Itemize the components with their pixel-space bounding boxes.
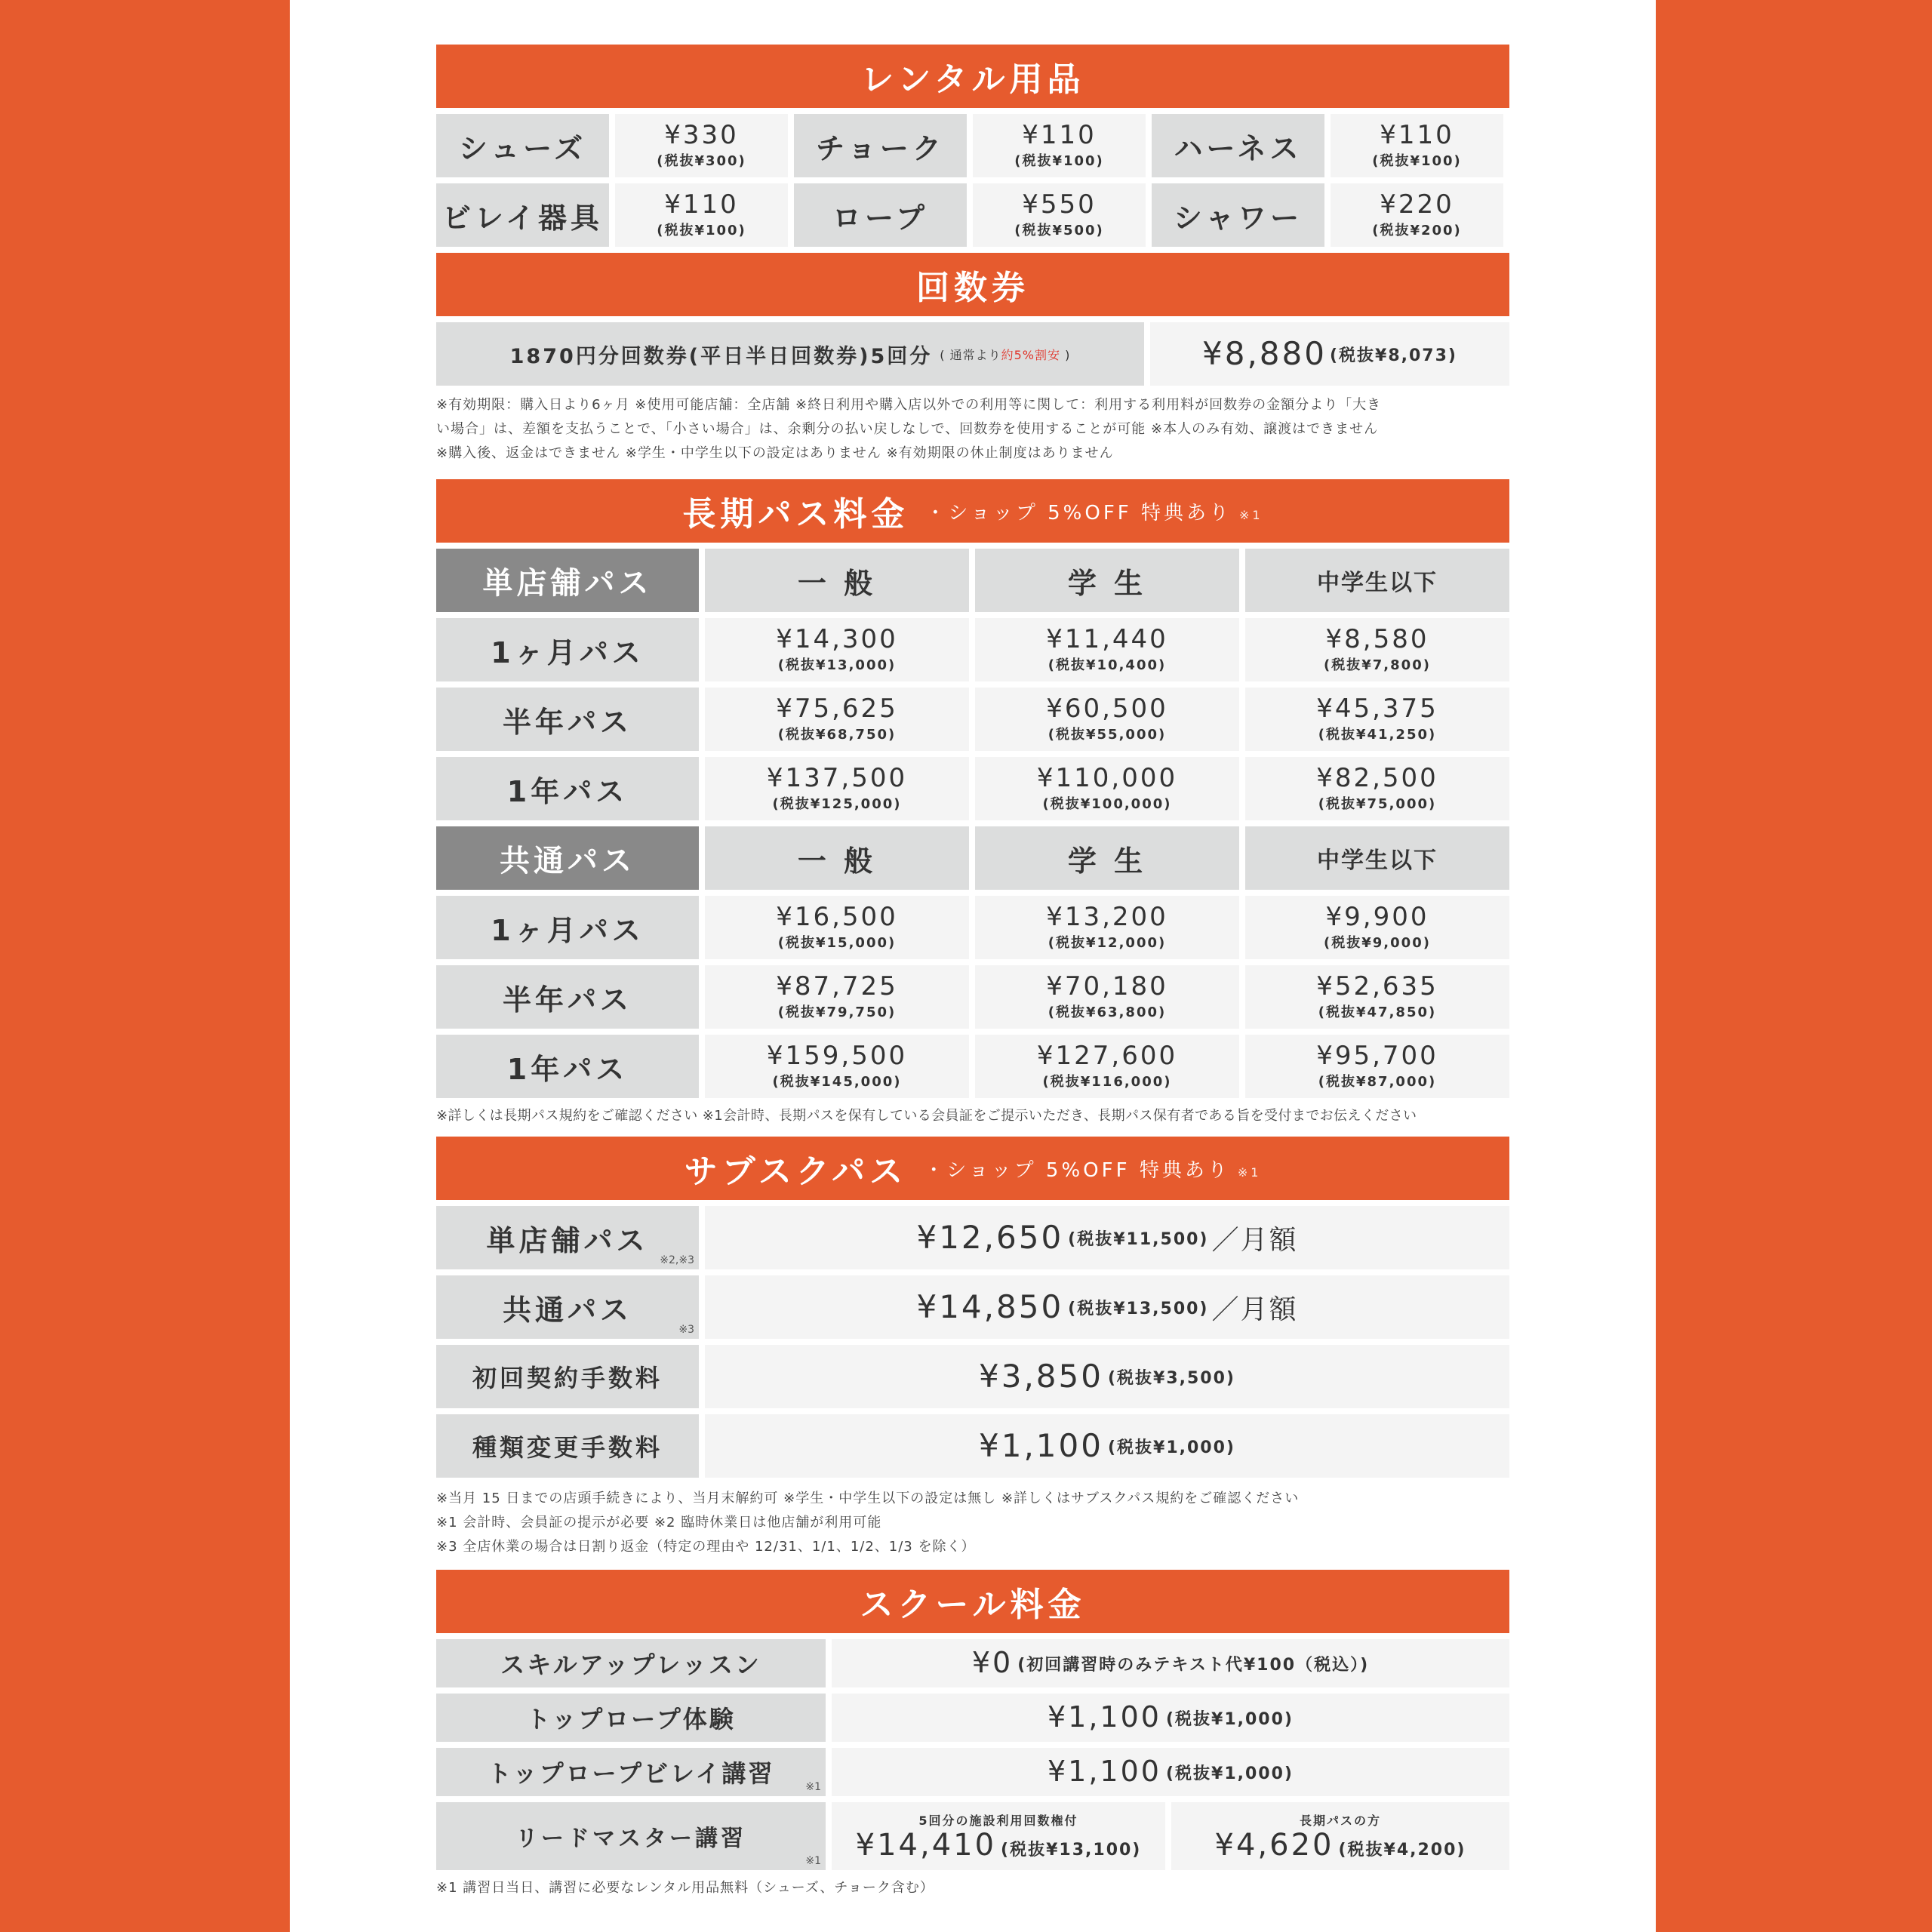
rental-item-price xyxy=(615,183,788,247)
longpass-price-cell xyxy=(1245,965,1509,1029)
school-price xyxy=(832,1694,1509,1742)
rental-section xyxy=(436,45,1509,247)
price-value: ¥330 xyxy=(664,120,739,151)
longpass-column-header: 一 般 xyxy=(705,549,969,612)
subscription-row-label-text: 種類変更手数料 xyxy=(472,1433,663,1462)
rental-item-label: シューズ xyxy=(436,114,609,177)
price-sheet xyxy=(290,0,1656,1932)
discount-pre: 通常より xyxy=(949,347,1001,362)
lead-master-price-b xyxy=(1171,1802,1509,1870)
school-price xyxy=(832,1639,1509,1687)
longpass-price-cell xyxy=(975,757,1239,820)
lead-caption-a: 5回分の施設利用回数権付 xyxy=(918,1813,1078,1828)
price-tax: (税抜¥1,000) xyxy=(1107,1438,1235,1457)
longpass-price-cell xyxy=(1245,757,1509,820)
price-value: ¥16,500 xyxy=(776,902,898,933)
price-value: ¥87,725 xyxy=(776,971,898,1002)
longpass-column-header: 学 生 xyxy=(975,826,1239,890)
price-suffix: ／月額 xyxy=(1211,1224,1298,1256)
rental-item-label: ビレイ器具 xyxy=(436,183,609,247)
subscription-row-label xyxy=(436,1414,699,1478)
price-tax: (税抜¥41,250) xyxy=(1318,726,1437,743)
longpass-title-bar xyxy=(436,479,1509,543)
longpass-row xyxy=(436,688,1509,751)
price-tax: (税抜¥47,850) xyxy=(1318,1004,1437,1020)
price-value: ¥60,500 xyxy=(1046,694,1168,724)
school-row-label-text: トップロープ体験 xyxy=(526,1705,736,1734)
coupon-price xyxy=(1150,322,1509,386)
price-value: ¥45,375 xyxy=(1316,694,1438,724)
longpass-price-cell xyxy=(705,896,969,959)
price-tax: (税抜¥145,000) xyxy=(772,1073,902,1090)
price-value: ¥0 xyxy=(971,1646,1014,1680)
longpass-group-name: 共通パス xyxy=(436,826,699,890)
price-value: ¥9,900 xyxy=(1325,902,1429,933)
longpass-row-label: 半年パス xyxy=(436,688,699,751)
price-tax: (税抜¥100) xyxy=(1372,152,1462,169)
rental-item-label: ロープ xyxy=(794,183,967,247)
footnote-mark: ※2,※3 xyxy=(660,1254,694,1266)
price-value: ¥110,000 xyxy=(1036,763,1178,794)
subscription-title-bar xyxy=(436,1137,1509,1200)
subscription-row-label-text: 初回契約手数料 xyxy=(472,1364,663,1392)
subscription-title: サブスクパス xyxy=(684,1152,908,1191)
school-row-label xyxy=(436,1694,826,1742)
price-tax: (税抜¥1,000) xyxy=(1165,1709,1294,1729)
coupon-section xyxy=(436,253,1509,466)
price-tax: (税抜¥13,000) xyxy=(777,657,897,673)
coupon-desc-text: 1870円分回数券(平日半日回数券)5回分 xyxy=(509,344,933,368)
longpass-price-cell xyxy=(705,688,969,751)
longpass-column-header: 中学生以下 xyxy=(1245,826,1509,890)
longpass-row-label: 1ヶ月パス xyxy=(436,896,699,959)
longpass-row-label: 1ヶ月パス xyxy=(436,618,699,681)
price-value: ¥159,500 xyxy=(766,1041,908,1072)
school-row-label-text: スキルアップレッスン xyxy=(500,1651,761,1679)
price-value: ¥82,500 xyxy=(1316,763,1438,794)
lead-tax-a: (税抜¥13,100) xyxy=(1001,1840,1142,1860)
lead-master-price-a xyxy=(832,1802,1165,1870)
lead-master-label-text: リードマスター講習 xyxy=(515,1826,746,1852)
price-value: ¥1,100 xyxy=(1048,1755,1161,1789)
footnote-mark: ※1 xyxy=(805,1781,821,1793)
price-value: ¥1,100 xyxy=(979,1426,1103,1464)
longpass-row xyxy=(436,896,1509,959)
price-tax: (税抜¥9,000) xyxy=(1324,934,1431,951)
coupon-note: ※購入後、返金はできません ※学生・中学生以下の設定はありません ※有効期限の休止制度はありません xyxy=(436,445,1114,461)
rental-item-price xyxy=(973,114,1146,177)
subscription-subtitle xyxy=(924,1155,1261,1183)
price-tax: (税抜¥11,500) xyxy=(1068,1229,1209,1249)
subscription-row xyxy=(436,1206,1509,1269)
longpass-column-header: 学 生 xyxy=(975,549,1239,612)
subscription-row xyxy=(436,1275,1509,1339)
rental-item-price xyxy=(973,183,1146,247)
price-value: ¥220 xyxy=(1380,189,1454,220)
subscription-price xyxy=(705,1206,1509,1269)
longpass-row-label: 半年パス xyxy=(436,965,699,1029)
longpass-note: ※詳しくは長期パス規約をご確認ください ※1会計時、長期パスを保有している会員証をご提示いただき、長期パス保有者である旨を受付までお伝えください xyxy=(436,1108,1417,1124)
footnote-mark: ※3 xyxy=(678,1324,694,1336)
price-tax: (税抜¥500) xyxy=(1014,222,1104,238)
paren-close: ) xyxy=(1065,347,1071,362)
subscription-sub-mark: ※1 xyxy=(1237,1164,1262,1180)
price-value: ¥8,580 xyxy=(1325,624,1429,655)
school-row xyxy=(436,1694,1509,1742)
price-value: ¥52,635 xyxy=(1316,971,1438,1002)
rental-item-price xyxy=(615,114,788,177)
price-tax: (税抜¥200) xyxy=(1372,222,1462,238)
subscription-price xyxy=(705,1414,1509,1478)
longpass-row-label: 1年パス xyxy=(436,1035,699,1098)
longpass-row-label: 1年パス xyxy=(436,757,699,820)
rental-row xyxy=(436,114,1509,177)
price-value: ¥13,200 xyxy=(1046,902,1168,933)
coupon-discount xyxy=(940,346,1070,363)
price-tax: (税抜¥100) xyxy=(657,222,746,238)
school-row-lead xyxy=(436,1802,1509,1870)
lead-master-label xyxy=(436,1802,826,1870)
longpass-row xyxy=(436,1035,1509,1098)
subscription-section xyxy=(436,1137,1509,1559)
rental-item-price xyxy=(1331,183,1503,247)
subscription-row-label-text: 単店舗パス xyxy=(486,1223,649,1257)
subscription-row-label-text: 共通パス xyxy=(502,1293,632,1327)
price-tax: (税抜¥15,000) xyxy=(777,934,897,951)
longpass-header-row xyxy=(436,826,1509,890)
price-tax: (税抜¥75,000) xyxy=(1318,795,1437,812)
longpass-subtitle xyxy=(925,497,1263,525)
rental-item-label: ハーネス xyxy=(1152,114,1324,177)
school-row-label-text: トップロープビレイ講習 xyxy=(487,1759,775,1788)
longpass-price-cell xyxy=(705,618,969,681)
price-value: ¥3,850 xyxy=(979,1357,1103,1395)
price-value: ¥1,100 xyxy=(1048,1700,1161,1734)
price-value: ¥95,700 xyxy=(1316,1041,1438,1072)
longpass-header-row xyxy=(436,549,1509,612)
longpass-price-cell xyxy=(1245,618,1509,681)
price-tax: (税抜¥55,000) xyxy=(1048,726,1167,743)
longpass-column-header: 中学生以下 xyxy=(1245,549,1509,612)
footnote-mark: ※1 xyxy=(805,1855,821,1867)
school-row-label xyxy=(436,1748,826,1796)
price-value: ¥110 xyxy=(1022,120,1097,151)
rental-row xyxy=(436,183,1509,247)
lead-caption-b: 長期パスの方 xyxy=(1299,1813,1381,1828)
price-tax: (税抜¥116,000) xyxy=(1042,1073,1172,1090)
price-tax: (税抜¥3,500) xyxy=(1107,1368,1235,1388)
price-value: ¥137,500 xyxy=(766,763,908,794)
longpass-price-cell xyxy=(975,965,1239,1029)
price-tax: (税抜¥79,750) xyxy=(777,1004,897,1020)
paren-open: ( xyxy=(940,347,946,362)
price-value: ¥12,650 xyxy=(916,1218,1064,1256)
longpass-price-cell xyxy=(705,757,969,820)
coupon-title: 回数券 xyxy=(436,253,1509,316)
price-tax: (税抜¥100,000) xyxy=(1042,795,1172,812)
coupon-price-tax: (税抜¥8,073) xyxy=(1329,346,1457,365)
price-value: ¥110 xyxy=(1380,120,1454,151)
rental-item-label: シャワー xyxy=(1152,183,1324,247)
longpass-price-cell xyxy=(975,1035,1239,1098)
longpass-section xyxy=(436,479,1509,1128)
longpass-row xyxy=(436,965,1509,1029)
price-tax: (税抜¥100) xyxy=(1014,152,1104,169)
subscription-notes xyxy=(436,1487,1509,1559)
subscription-row xyxy=(436,1414,1509,1478)
subscription-note: ※3 全店休業の場合は日割り返金（特定の理由や 12/31、1/1、1/2、1/3 を除く） xyxy=(436,1539,976,1555)
longpass-price-cell xyxy=(705,1035,969,1098)
coupon-notes xyxy=(436,393,1509,466)
school-section xyxy=(436,1570,1509,1900)
price-suffix: ／月額 xyxy=(1211,1294,1298,1325)
lead-price-a: ¥14,410 xyxy=(855,1827,997,1863)
school-title: スクール料金 xyxy=(436,1570,1509,1633)
longpass-row xyxy=(436,618,1509,681)
price-tax: (税抜¥63,800) xyxy=(1048,1004,1167,1020)
price-value: ¥70,180 xyxy=(1046,971,1168,1002)
longpass-title: 長期パス料金 xyxy=(682,495,909,534)
price-value: ¥14,300 xyxy=(776,624,898,655)
subscription-row-label xyxy=(436,1206,699,1269)
price-tax: (税抜¥1,000) xyxy=(1165,1764,1294,1783)
longpass-price-cell xyxy=(975,618,1239,681)
price-tax: (税抜¥87,000) xyxy=(1318,1073,1437,1090)
price-value: ¥11,440 xyxy=(1046,624,1168,655)
rental-item-price xyxy=(1331,114,1503,177)
coupon-price-value: ¥8,880 xyxy=(1202,334,1327,372)
rental-item-label: チョーク xyxy=(794,114,967,177)
longpass-column-header: 一 般 xyxy=(705,826,969,890)
school-price xyxy=(832,1748,1509,1796)
lead-tax-b: (税抜¥4,200) xyxy=(1338,1840,1466,1860)
price-tax: (初回講習時のみテキスト代¥100（税込）) xyxy=(1017,1655,1370,1675)
price-tax: (税抜¥12,000) xyxy=(1048,934,1167,951)
subscription-row-label xyxy=(436,1275,699,1339)
longpass-sub-mark: ※1 xyxy=(1239,507,1263,522)
school-note: ※1 講習日当日、講習に必要なレンタル用品無料（シューズ、チョーク含む） xyxy=(436,1880,934,1896)
price-tax: (税抜¥300) xyxy=(657,152,746,169)
subscription-note: ※1 会計時、会員証の提示が必要 ※2 臨時休業日は他店舗が利用可能 xyxy=(436,1515,882,1531)
subscription-row xyxy=(436,1345,1509,1408)
school-row-label xyxy=(436,1639,826,1687)
subscription-note: ※当月 15 日までの店頭手続きにより、当月末解約可 ※学生・中学生以下の設定は無し ※詳しくはサブスクパス規約をご確認ください xyxy=(436,1491,1300,1506)
longpass-row xyxy=(436,757,1509,820)
price-value: ¥127,600 xyxy=(1036,1041,1178,1072)
longpass-price-cell xyxy=(975,688,1239,751)
price-value: ¥14,850 xyxy=(916,1287,1064,1325)
price-tax: (税抜¥68,750) xyxy=(777,726,897,743)
school-row xyxy=(436,1639,1509,1687)
subscription-row-label xyxy=(436,1345,699,1408)
longpass-price-cell xyxy=(705,965,969,1029)
price-value: ¥550 xyxy=(1022,189,1097,220)
coupon-note: い場合」は、差額を支払うことで、「小さい場合」は、余剰分の払い戻しなしで、回数券を使用することが可能 ※本人のみ有効、譲渡はできません xyxy=(436,421,1379,437)
longpass-group-name: 単店舗パス xyxy=(436,549,699,612)
school-row xyxy=(436,1748,1509,1796)
longpass-sub-text: ・ショップ 5%OFF 特典あり xyxy=(925,501,1232,525)
subscription-sub-text: ・ショップ 5%OFF 特典あり xyxy=(924,1158,1230,1182)
subscription-price xyxy=(705,1345,1509,1408)
longpass-price-cell xyxy=(975,896,1239,959)
lead-price-b: ¥4,620 xyxy=(1214,1827,1334,1863)
longpass-price-cell xyxy=(1245,1035,1509,1098)
price-tax: (税抜¥125,000) xyxy=(772,795,902,812)
price-tax: (税抜¥7,800) xyxy=(1324,657,1431,673)
discount-rate: 約5%割安 xyxy=(1001,347,1061,362)
coupon-note: ※有効期限：購入日より6ヶ月 ※使用可能店舗：全店舗 ※終日利用や購入店以外での利用等に関して：利用する利用料が回数券の金額分より「大き xyxy=(436,397,1382,413)
price-value: ¥110 xyxy=(664,189,739,220)
subscription-price xyxy=(705,1275,1509,1339)
price-tax: (税抜¥13,500) xyxy=(1068,1299,1209,1318)
longpass-price-cell xyxy=(1245,896,1509,959)
longpass-price-cell xyxy=(1245,688,1509,751)
price-tax: (税抜¥10,400) xyxy=(1048,657,1167,673)
price-value: ¥75,625 xyxy=(776,694,898,724)
rental-title: レンタル用品 xyxy=(436,45,1509,108)
coupon-description xyxy=(436,322,1144,386)
